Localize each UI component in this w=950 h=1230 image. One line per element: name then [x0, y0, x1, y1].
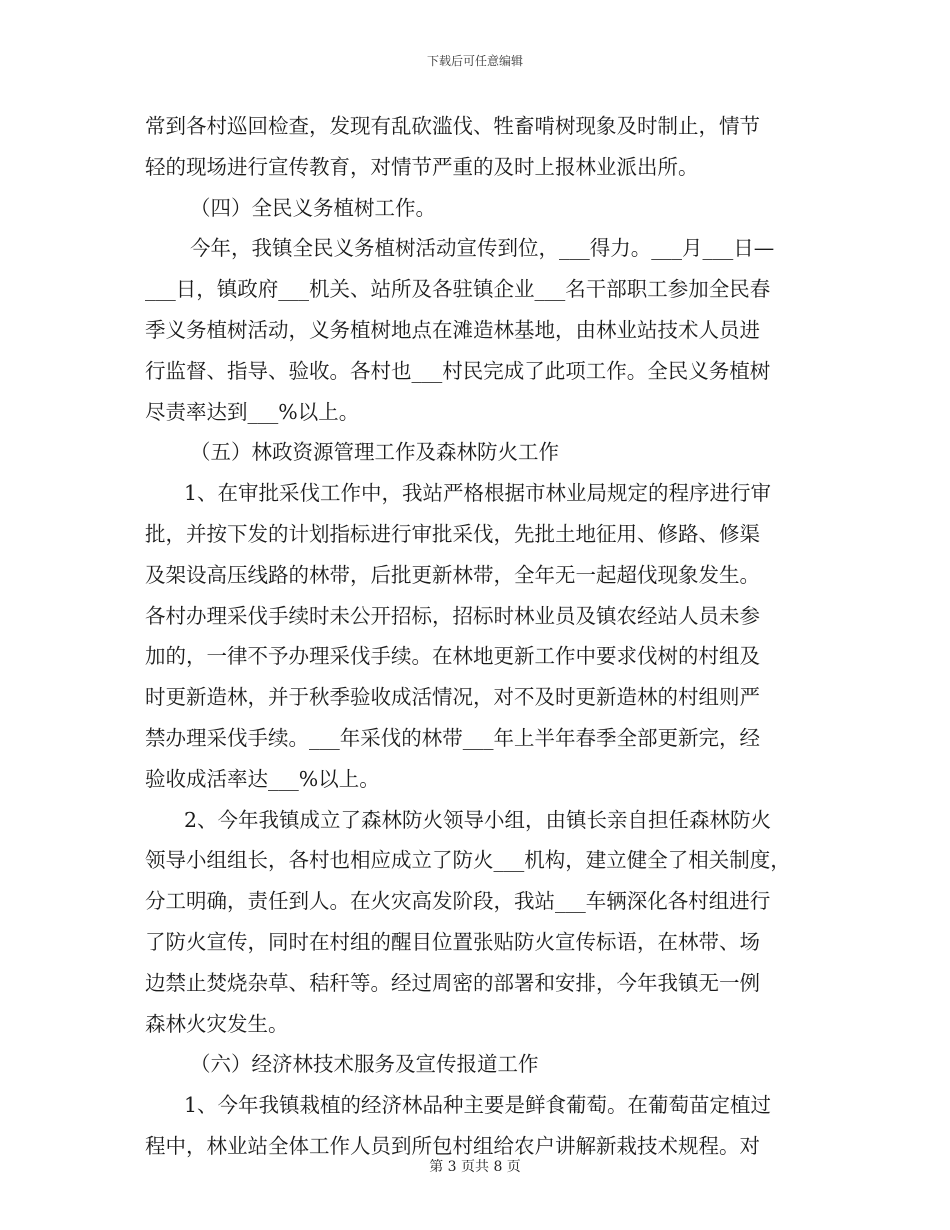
paragraph-start: 今年，我镇全民义务植树活动宣传到位，___得力。___月___日—	[190, 236, 775, 261]
paragraph-start: 2、今年我镇成立了森林防火领导小组，由镇长亲自担任森林防火	[184, 807, 772, 832]
body-line: 禁办理采伐手续。___年采伐的林带___年上半年春季全部更新完，经	[145, 725, 760, 750]
body-line: 尽责率达到___%以上。	[145, 399, 360, 424]
page-header: 下载后可任意编辑	[426, 54, 523, 68]
page-number: 第 3 页共 8 页	[429, 1159, 521, 1175]
body-line: 边禁止焚烧杂草、秸秆等。经过周密的部署和安排，今年我镇无一例	[145, 970, 760, 995]
body-line: 时更新造林，并于秋季验收成活情况，对不及时更新造林的村组则严	[145, 685, 760, 710]
section-heading: （四）全民义务植树工作。	[190, 195, 436, 220]
body-line: 加的，一律不予办理采伐手续。在林地更新工作中要求伐树的村组及	[145, 644, 760, 669]
body-line: 领导小组组长，各村也相应成立了防火___机构，建立健全了相关制度，	[145, 848, 791, 873]
body-line: ___日，镇政府___机关、站所及各驻镇企业___名干部职工参加全民春	[145, 277, 771, 302]
paragraph-start: 1、今年我镇栽植的经济林品种主要是鲜食葡萄。在葡萄苗定植过	[184, 1093, 772, 1118]
document-body	[145, 106, 815, 1167]
body-line: 批，并按下发的计划指标进行审批采伐，先批土地征用、修路、修渠	[145, 521, 760, 546]
body-line: 常到各村巡回检查，发现有乱砍滥伐、牲畜啃树现象及时制止，情节	[145, 114, 760, 138]
body-line: 各村办理采伐手续时未公开招标，招标时林业员及镇农经站人员未参	[145, 603, 760, 628]
body-line: 森林火灾发生。	[145, 1011, 289, 1036]
body-line: 程中，林业站全体工作人员到所包村组给农户讲解新栽技术规程。对	[145, 1133, 760, 1158]
body-line: 行监督、指导、验收。各村也___村民完成了此项工作。全民义务植树	[145, 358, 771, 383]
body-line: 了防火宣传，同时在村组的醒目位置张贴防火宣传标语，在林带、场	[145, 929, 760, 954]
section-heading: （五）林政资源管理工作及森林防火工作	[190, 440, 559, 465]
body-line: 分工明确，责任到人。在火灾高发阶段，我站___车辆深化各村组进行	[145, 889, 771, 914]
section-heading: （六）经济林技术服务及宣传报道工作	[190, 1052, 539, 1077]
body-line: 轻的现场进行宣传教育，对情节严重的及时上报林业派出所。	[145, 154, 699, 179]
body-line: 验收成活率达___%以上。	[145, 766, 380, 791]
body-line: 及架设高压线路的林带，后批更新林带，全年无一起超伐现象发生。	[145, 562, 760, 587]
body-line: 季义务植树活动，义务植树地点在滩造林基地，由林业站技术人员进	[145, 317, 760, 342]
paragraph-start: 1、在审批采伐工作中，我站严格根据市林业局规定的程序进行审	[184, 481, 772, 506]
